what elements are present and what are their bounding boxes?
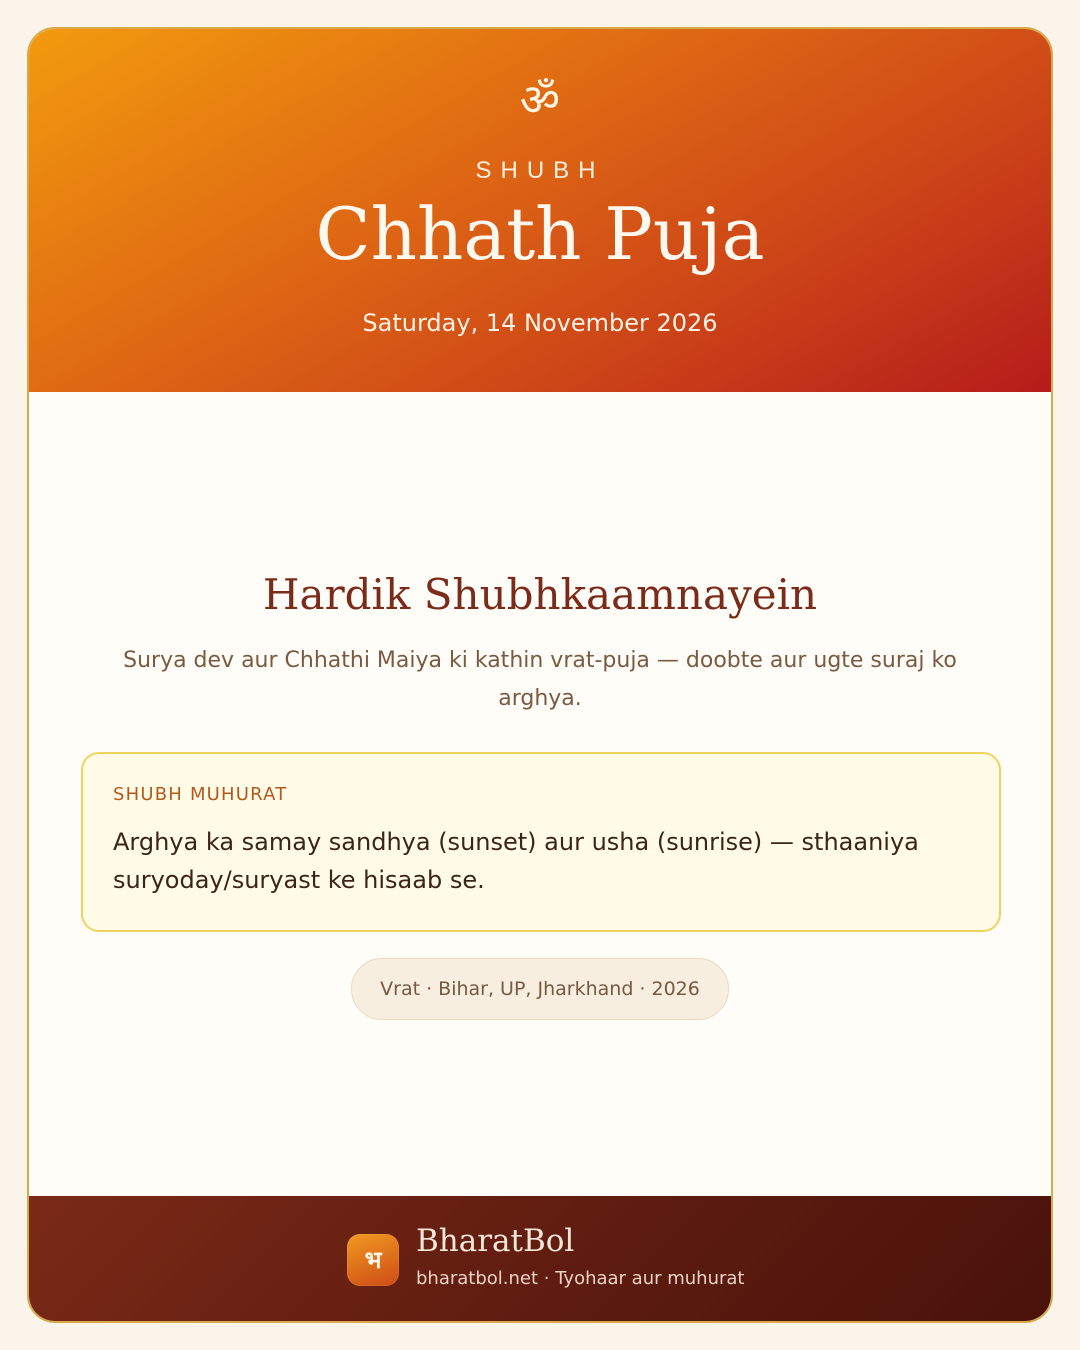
header-banner xyxy=(29,29,1051,392)
om-icon: ॐ xyxy=(519,75,561,126)
muhurat-box xyxy=(81,752,1001,932)
greeting-heading: Hardik Shubhkaamnayein xyxy=(262,570,818,619)
brand-name: BharatBol xyxy=(416,1223,575,1259)
festival-card xyxy=(27,27,1053,1323)
bharatbol-logo-icon: भ xyxy=(347,1234,399,1286)
festival-title: Chhath Puja xyxy=(315,192,765,276)
footer-brand xyxy=(29,1196,1051,1323)
muhurat-label: SHUBH MUHURAT xyxy=(113,784,288,805)
brand-tagline: bharatbol.net · Tyohaar aur muhurat xyxy=(416,1268,745,1289)
main-content xyxy=(29,392,1051,1196)
festival-tag-pill: Vrat · Bihar, UP, Jharkhand · 2026 xyxy=(351,958,729,1020)
header-kicker: SHUBH xyxy=(475,157,605,184)
festival-date: Saturday, 14 November 2026 xyxy=(362,309,718,337)
greeting-message: Surya dev aur Chhathi Maiya ki kathin vrat-puja — doobte aur ugte suraj ko arghya. xyxy=(123,648,957,711)
muhurat-text: Arghya ka samay sandhya (sunset) aur usha (sunrise) — sthaaniya suryoday/suryast ke hisaab se. xyxy=(113,828,919,894)
